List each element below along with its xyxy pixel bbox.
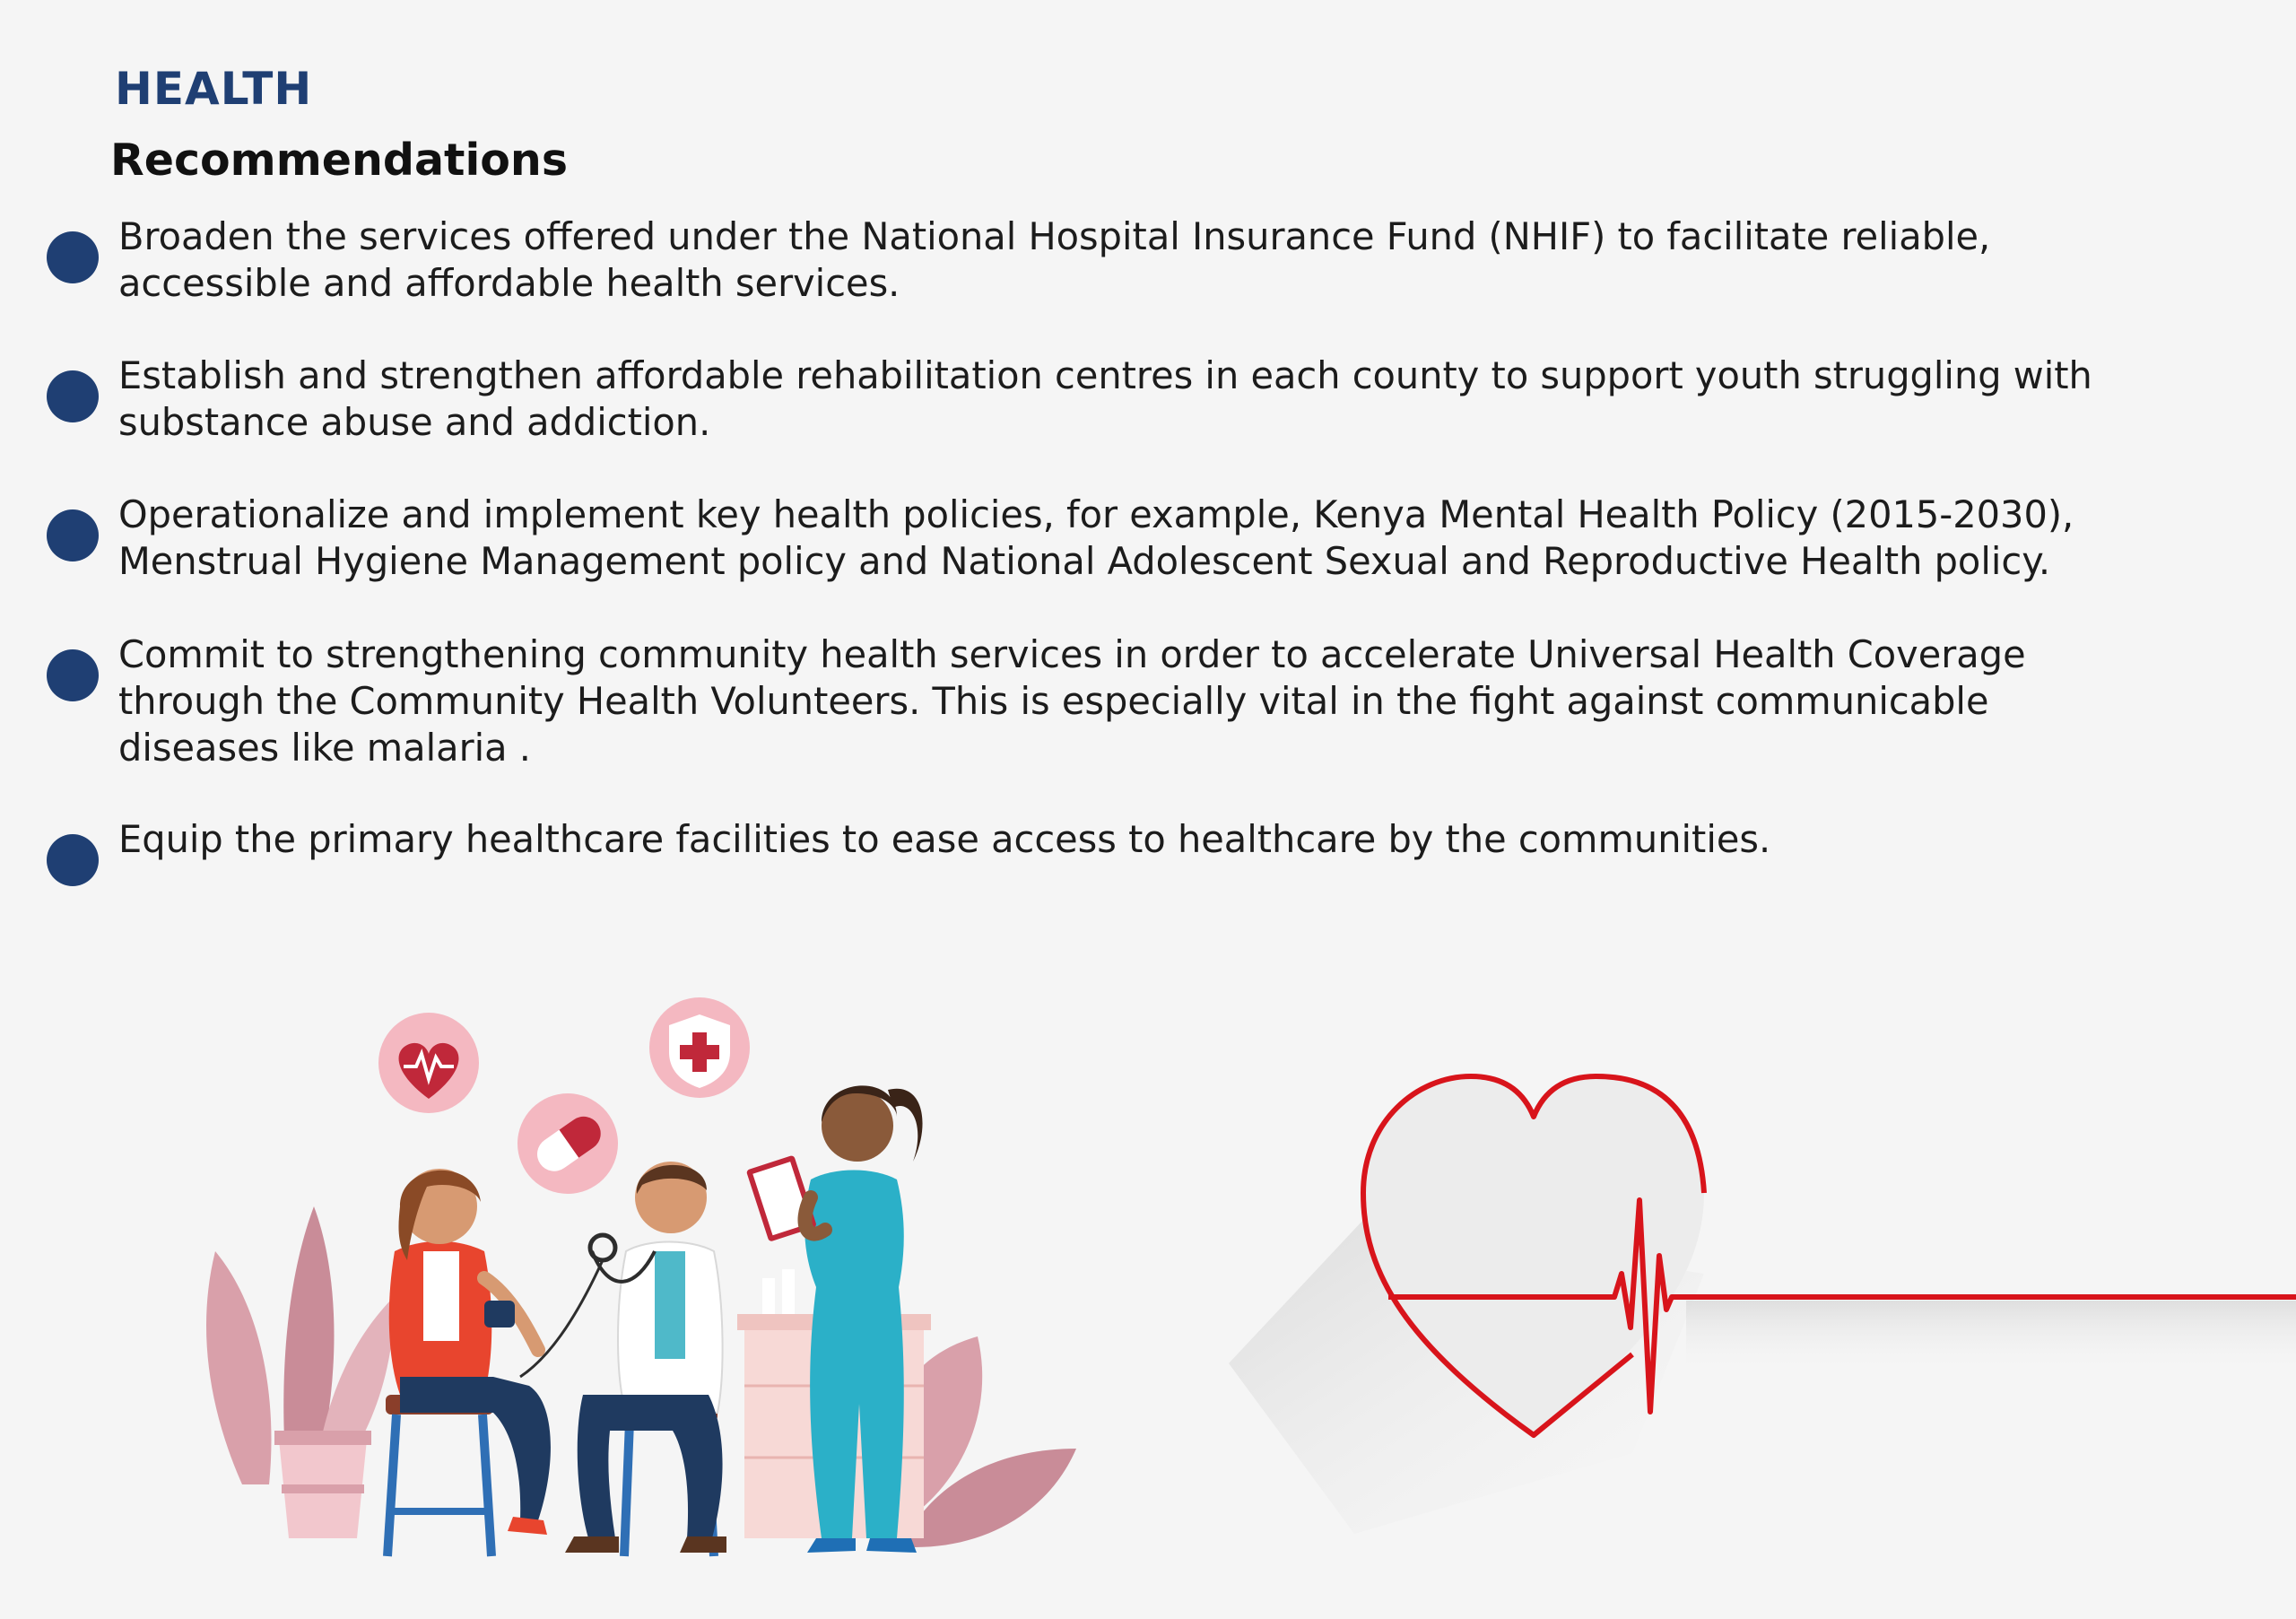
heart-rate-icon bbox=[378, 1013, 479, 1113]
recommendation-text: Equip the primary healthcare facilities to ease access to healthcare by the communities. bbox=[118, 817, 1771, 861]
list-item bbox=[47, 353, 2253, 446]
recommendation-text: Broaden the services offered under the National Hospital Insurance Fund (NHIF) to facilitate reliable, accessible and affordable health services. bbox=[118, 214, 1991, 305]
doctor-figure bbox=[520, 1162, 726, 1556]
page-title: Recommendations bbox=[110, 135, 568, 186]
patient-figure bbox=[386, 1169, 551, 1556]
recommendation-text: Commit to strengthening community health services in order to accelerate Universal Health Coverage through the Community Health Volunteers. This is especially vital in the fight against communicable diseases like malaria . bbox=[118, 632, 2026, 770]
recommendation-text: Operationalize and implement key health policies, for example, Kenya Mental Health Policy (2015-2030), Menstrual Hygiene Management policy and National Adolescent Sexual and Reproductive Health policy. bbox=[118, 492, 2074, 583]
bullet-icon bbox=[47, 834, 99, 886]
shield-cross-icon bbox=[649, 997, 750, 1098]
list-item bbox=[47, 492, 2253, 585]
list-item bbox=[47, 816, 2253, 886]
bullet-icon bbox=[47, 370, 99, 422]
bullet-icon bbox=[47, 509, 99, 561]
heartbeat-heart-illustration bbox=[1202, 897, 2296, 1543]
pill-icon bbox=[517, 1093, 618, 1194]
bullet-icon bbox=[47, 231, 99, 283]
list-item bbox=[47, 213, 2253, 307]
doctor-checkup-illustration bbox=[188, 982, 1103, 1574]
plant-left bbox=[206, 1206, 395, 1538]
section-label: HEALTH bbox=[115, 63, 313, 115]
list-item bbox=[47, 631, 2253, 771]
recommendation-text: Establish and strengthen affordable rehabilitation centres in each county to support youth struggling with substance abuse and addiction. bbox=[118, 353, 2092, 444]
bullet-icon bbox=[47, 649, 99, 701]
